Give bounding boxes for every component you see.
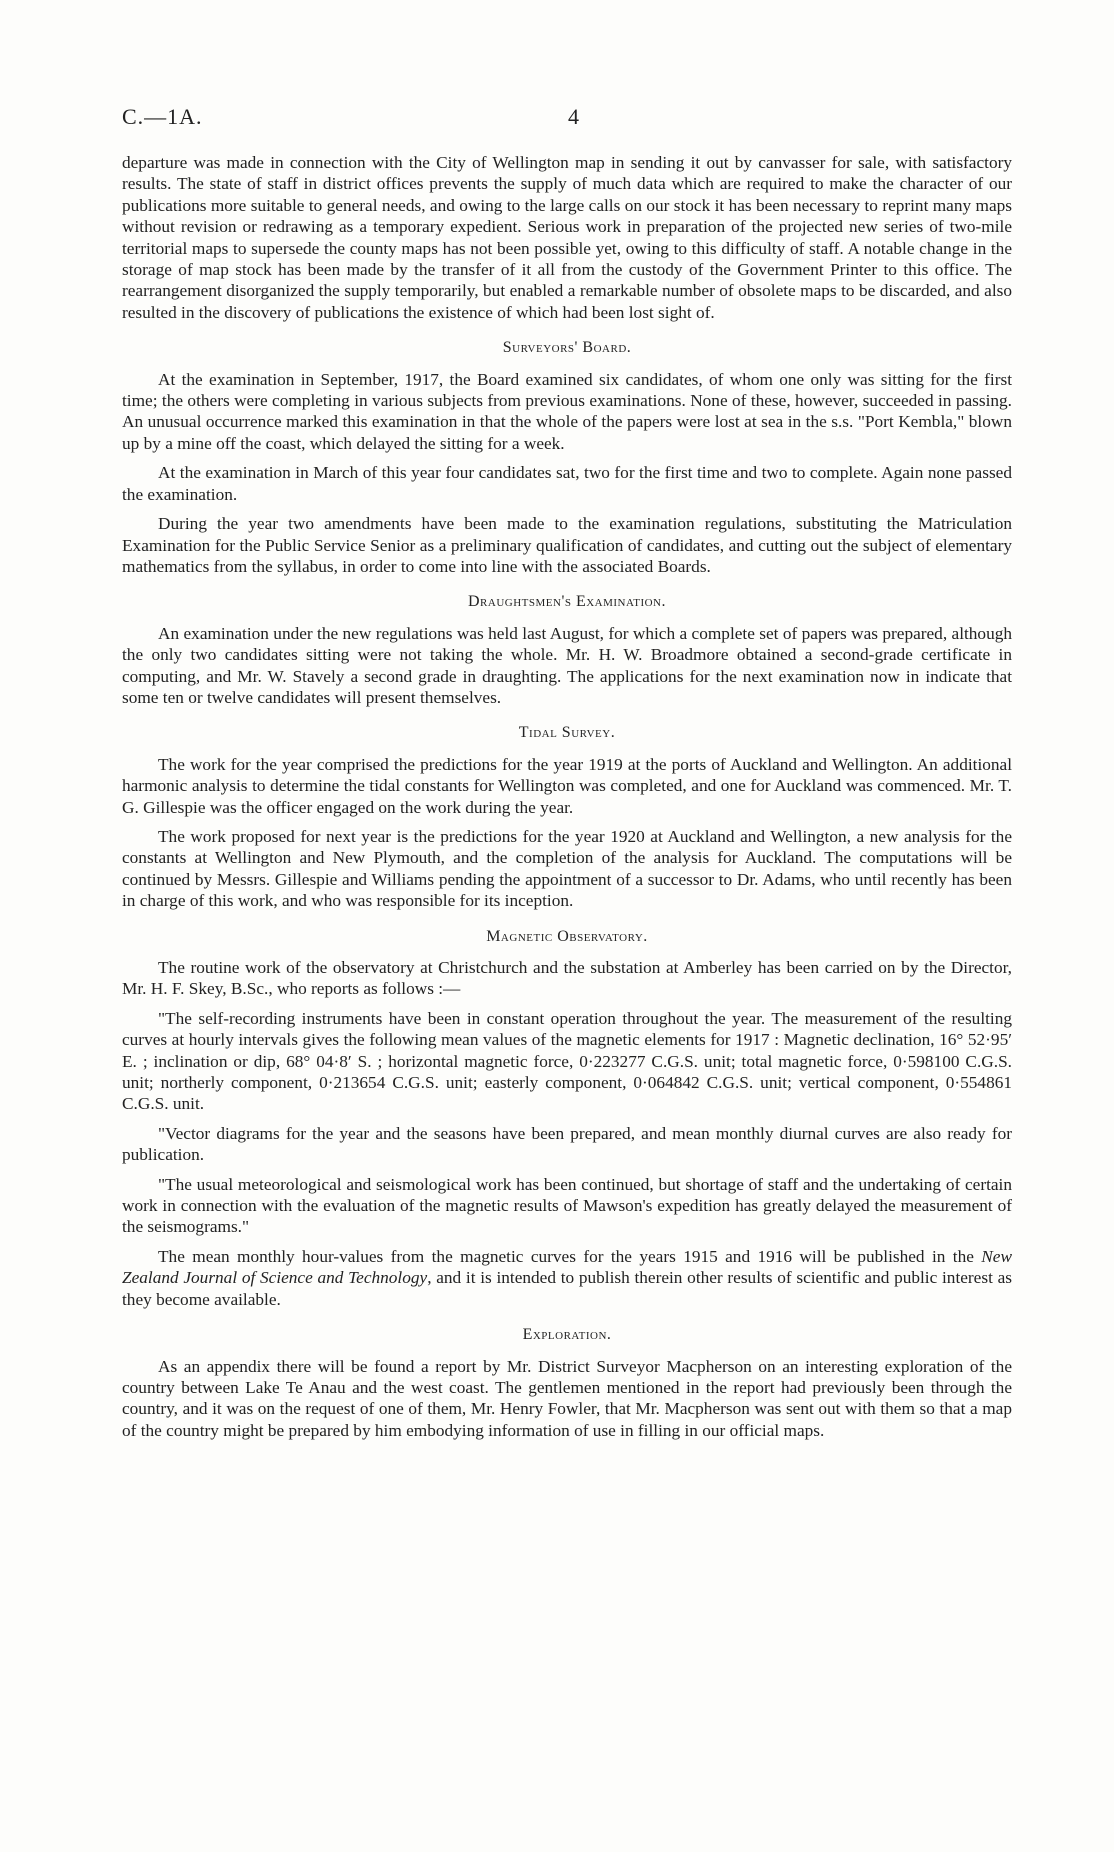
paragraph-tidal-proposed: The work proposed for next year is the predictions for the year 1920 at Auckland and Wellington, a new analysis for the constants at Wellington and New Plymouth, and the completion of the analysis for Auckland. The computations will be continued by Messrs. Gillespie and Williams pending the appointment of a successor to Dr. Adams, who until recently has been in charge of this work, and who was responsible for its inception. (122, 826, 1012, 911)
document-reference: C.—1A. (122, 104, 203, 129)
heading-surveyors-board: Surveyors' Board. (502, 339, 632, 357)
page-header (122, 104, 1012, 134)
hour-values-text-start: The mean monthly hour-values from the magnetic curves for the years 1915 and 1916 will be published in the (158, 1246, 982, 1266)
paragraph-vector-diagrams: "Vector diagrams for the year and the seasons have been prepared, and mean monthly diurnal curves are also ready for publication. (122, 1123, 1012, 1165)
paragraph-map-publications: departure was made in connection with the City of Wellington map in sending it out by canvasser for sale, with satisfactory results. The state of staff in district offices prevents the supply of much data which are required to make the character of our publications more suitable to general needs, and owing to the large calls on our stock it has been necessary to reprint many maps without revision or redrawing as a temporary expedient. Serious work in preparation of the projected new series of two-mile territorial maps to supersede the county maps has not been possible yet, owing to this difficulty of staff. A notable change in the storage of map stock has been made by the transfer of it all from the custody of the Government Printer to this office. The rearrangement disorganized the supply temporarily, but enabled a remarkable number of obsolete maps to be discarded, and also resulted in the discovery of publications the existence of which had been lost sight of. (122, 153, 1012, 322)
paragraph-september-exam: At the examination in September, 1917, the Board examined six candidates, of whom one only was sitting for the first time; the others were completing in various subjects from previous examinations. None of these, however, succeeded in passing. An unusual occurrence marked this examination in that the whole of the papers were lost at sea in the s.s. "Port Kembla," blown up by a mine off the coast, which delayed the sitting for a week. (122, 369, 1012, 453)
paragraph-tidal-work: The work for the year comprised the predictions for the year 1919 at the ports of Auckland and Wellington. An additional harmonic analysis to determine the tidal constants for Wellington was completed, and one for Auckland was commenced. Mr. T. G. Gillespie was the officer engaged on the work during the year. (122, 754, 1012, 817)
paragraph-magnetic-elements: "The self-recording instruments have been in constant operation throughout the year. The measurement of the resulting curves at hourly intervals gives the following mean values of the magnetic elements for 1917 : Magnetic declination, 16° 52·95′ E. ; inclination or dip, 68° 04·8′ S. ; horizontal magnetic force, 0·223277 C.G.S. unit; total magnetic force, 0·598100 C.G.S. unit; northerly component, 0·213654 C.G.S. unit; easterly component, 0·064842 C.G.S. unit; vertical component, 0·554861 C.G.S. unit. (122, 1008, 1012, 1114)
paragraph-observatory-routine: The routine work of the observatory at Christchurch and the substation at Amberley has been carried on by the Director, Mr. H. F. Skey, B.Sc., who reports as follows :— (122, 958, 1012, 999)
journal-title: New Zealand Journal of Science and Technology (122, 1246, 1012, 1288)
heading-tidal-survey: Tidal Survey. (518, 724, 616, 742)
paragraph-regulation-amendments: During the year two amendments have been made to the examination regulations, substituting the Matriculation Examination for the Public Service Senior as a preliminary qualification of candidates, and cutting out the subject of elementary mathematics from the syllabus, in order to come into line with the associated Boards. (122, 514, 1012, 576)
page-number: 4 (568, 104, 579, 129)
page-body (122, 152, 1012, 1449)
paragraph-exploration: As an appendix there will be found a report by Mr. District Surveyor Macpherson on an interesting exploration of the country between Lake Te Anau and the west coast. The gentlemen mentioned in the report had previously been through the country, and it was on the request of one of them, Mr. Henry Fowler, that Mr. Macpherson was sent out with them so that a map of the country might be prepared by him embodying information of use in filling in our official maps. (122, 1356, 1012, 1440)
paragraph-draughtsmens-exam: An examination under the new regulations was held last August, for which a complete set of papers was prepared, although the only two candidates sitting were not taking the whole. Mr. H. W. Broadmore obtained a second-grade certificate in computing, and Mr. W. Stavely a second grade in draughting. The applications for the next examination now in indicate that some ten or twelve candidates will present themselves. (122, 623, 1012, 707)
heading-magnetic-observatory: Magnetic Observatory. (486, 927, 648, 945)
heading-exploration: Exploration. (522, 1326, 612, 1344)
paragraph-seismological-work: "The usual meteorological and seismological work has been continued, but shortage of staff and the undertaking of certain work in connection with the evaluation of the magnetic results of Mawson's expedition has greatly delayed the measurement of the seismograms." (122, 1174, 1012, 1237)
paragraph-march-exam: At the examination in March of this year four candidates sat, two for the first time and two to complete. Again none passed the examination. (122, 463, 1012, 504)
paragraph-hour-values (122, 1246, 1012, 1310)
heading-draughtsmens-examination: Draughtsmen's Examination. (468, 593, 666, 611)
hour-values-text-end: , and it is intended to publish therein other results of scientific and public interest as they become available. (122, 1268, 1012, 1309)
